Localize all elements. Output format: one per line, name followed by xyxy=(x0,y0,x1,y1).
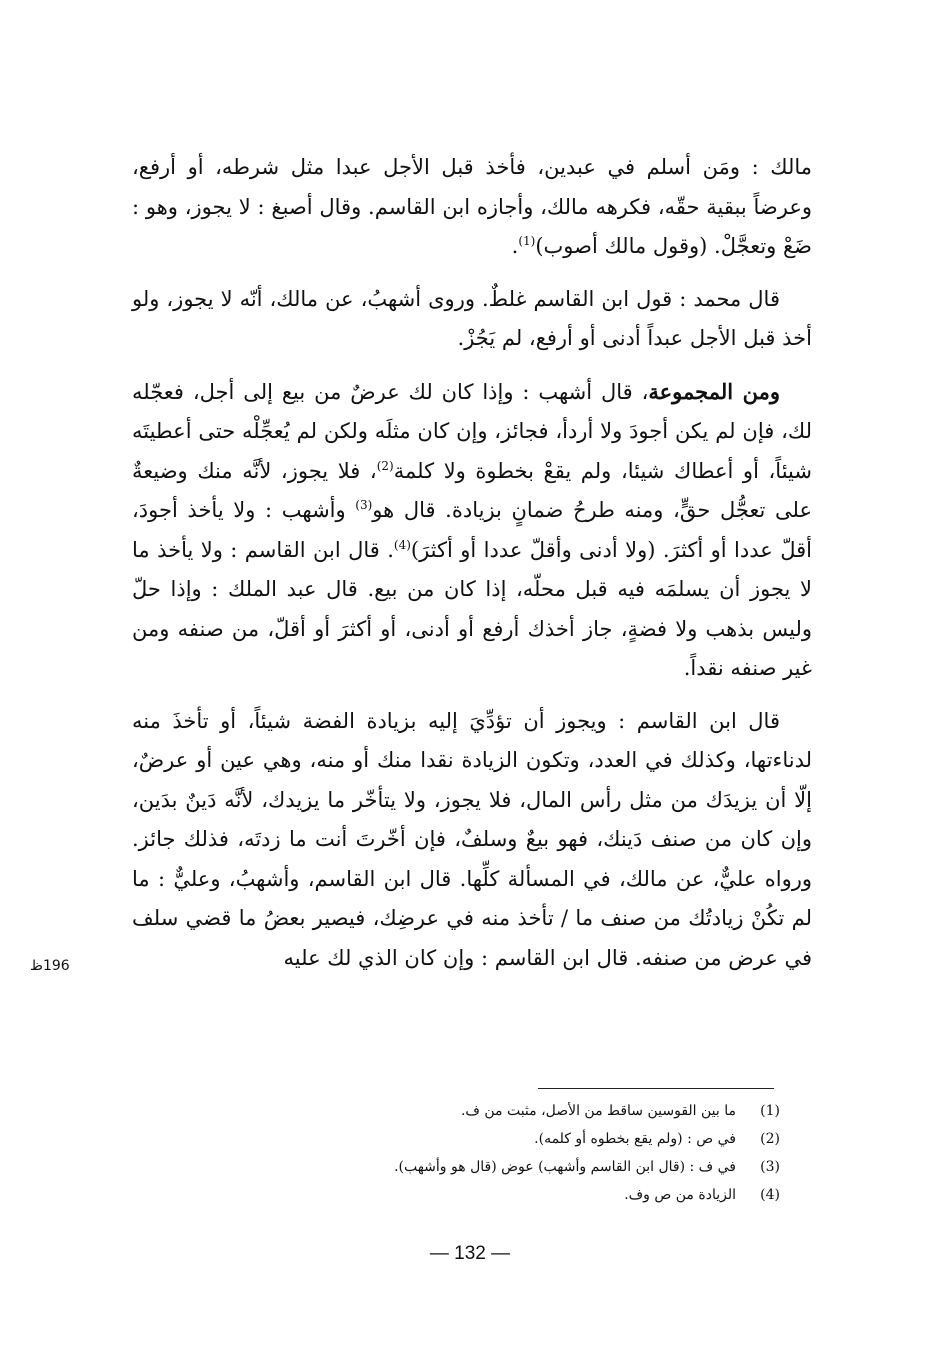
paragraph-2-text: قال محمد : قول ابن القاسم غلطٌ. وروى أشهبُ، عن مالك، أنّه لا يجوز، ولو أخذ قبل الأجل عبداً أدنى أو أرفع، لم يَجُزْ. xyxy=(132,286,812,350)
footnote-ref-1: (1) xyxy=(518,234,536,248)
paragraph-3-text-b: ، فلا يجوز، لأنَّه منك وضيعةٌ على تعجُّل حقٍّ، ومنه طرحُ ضمانٍ بزيادة. قال هو xyxy=(132,458,813,522)
footnote-text: ما بين القوسين ساقط من الأصل، مثبت من ف. xyxy=(460,1103,736,1119)
footnote-2 xyxy=(280,1125,780,1153)
footnote-1 xyxy=(280,1097,780,1125)
footnotes xyxy=(280,1097,780,1209)
footnote-divider xyxy=(538,1088,774,1089)
footnote-number: (4) xyxy=(760,1187,780,1203)
paragraph-1-text: مالك : ومَن أسلم في عبدين، فأخذ قبل الأجل عبدا مثل شرطه، أو أرفع، وعرضاً ببقية حقّه، فكرهه مالك، وأجازه ابن القاسم. وقال أصبغ : لا يجوز، وهو : ضَعْ وتعجَّلْ. (وقول مالك أصوب) xyxy=(132,155,812,258)
footnote-number: (2) xyxy=(760,1131,780,1147)
footnote-number: (1) xyxy=(760,1103,780,1119)
footnote-ref-2: (2) xyxy=(376,458,394,473)
page-number: — 132 — xyxy=(429,1243,511,1264)
paragraph-4 xyxy=(132,702,812,979)
footnote-text: في ف : (قال ابن القاسم وأشهب) عوض (قال هو وأشهب). xyxy=(394,1159,736,1175)
footnote-ref-4: (4) xyxy=(393,537,411,552)
paragraph-3-text-a: ، قال أشهب : وإذا كان لك عرضٌ من بيع إلى أجل، فعجّله لك، فإن لم يكن أجودَ ولا أردأ، فجائز، وإن كان مثلَه ولكن لم يُعجِّلْه حتى أعطيتَه شيئاً، أو أعطاك شيئا، ولم يقعْ بخطوة ولا كلمة xyxy=(132,379,812,483)
footnote-4 xyxy=(280,1181,780,1209)
paragraph-3-text-d: . قال ابن القاسم : ولا يأخذ ما لا يجوز أن يسلمَه فيه قبل محلّه، إذا كان من بيع. قال عبد الملك : وإذا حلّ وليس بذهب ولا فضةٍ، جاز أخذك أرفع أو أدنى، أو أكثرَ أو أقلّ، من صنفه ومن غير صنفه نقداً. xyxy=(132,537,812,680)
paragraph-3 xyxy=(132,372,812,689)
footnote-ref-3: (3) xyxy=(355,498,373,512)
footnote-text: الزيادة من ص وف. xyxy=(624,1187,736,1203)
footnote-3 xyxy=(280,1153,780,1181)
margin-folio-note: 196ظ xyxy=(30,958,70,974)
footnote-text: في ص : (ولم يقع بخطوه أو كلمه). xyxy=(534,1131,736,1147)
main-text xyxy=(132,148,812,991)
paragraph-1: مالك : ومَن أسلم في عبدين، فأخذ قبل الأجل عبدا مثل شرطه، أو أرفع، وعرضاً ببقية حقّه، فكرهه مالك، وأجازه ابن القاسم. وقال أصبغ : لا يجوز، وهو : ضَعْ وتعجَّلْ. (وقول مالك أصوب)$^{(1)}$. xyxy=(132,155,812,258)
footnote-number: (3) xyxy=(760,1159,780,1175)
paragraph-4-text: قال ابن القاسم : ويجوز أن تؤدِّيَ إليه بزيادة الفضة شيئاً، أو تأخذَ منه لدناءتها، وكذلك في العدد، وتكون الزيادة نقدا منك أو منه، وهي عين أو عرضٌ، إلّا أن يزيدَك من مثل رأس المال، فلا يجوز، ولا يتأخّر ما يزيدك، لأنَّه دَينٌ بدَين، وإن كان من صنف دَينك، فهو بيعٌ وسلفٌ، فإن أخّرتَ أنت ما زدتَه، فذلك جائز. ورواه عليٌّ، عن مالك، في المسألة كلِّها. قال ابن القاسم، وأشهبُ، وعليٌّ : ما لم تكُنْ زيادتُك من صنف ما / تأخذ منه في عرضِك، فيصير بعضُ ما قضي سلف في عرض من صنفه. قال ابن القاسم : وإن كان الذي لك عليه xyxy=(132,708,812,970)
paragraph-3-bold-phrase: ومن المجموعة xyxy=(648,378,780,404)
paragraph-3-text-c: وأشهب : ولا يأخذ أجودَ، أقلّ عددا أو أكثرَ. (ولا أدنى وأقلّ عددا أو أكثرَ) xyxy=(132,498,812,562)
paragraph-2 xyxy=(132,280,812,359)
